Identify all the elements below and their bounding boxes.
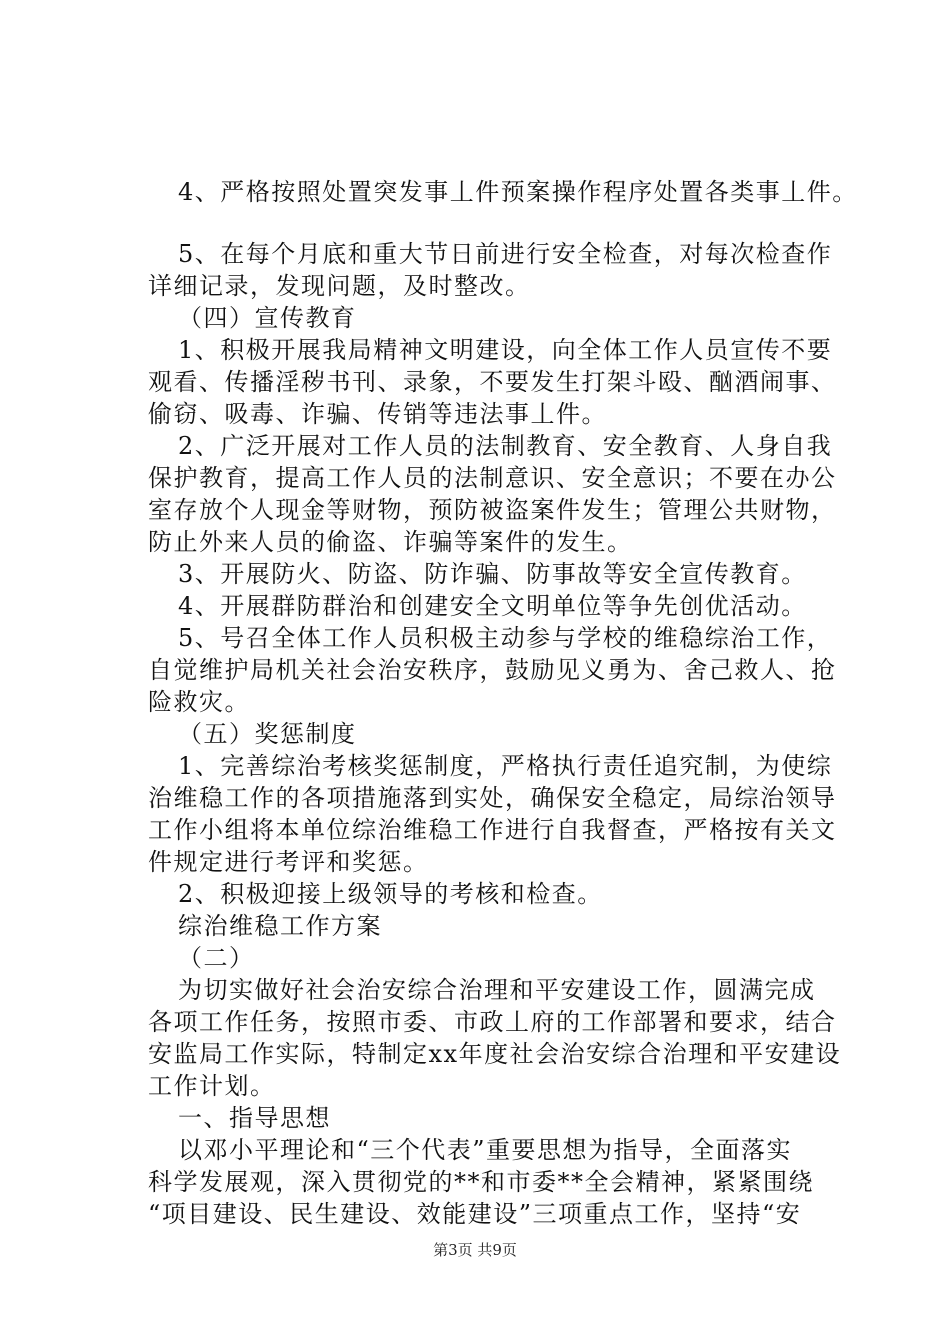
- body-line: 为切实做好社会治安综合治理和平安建设工作，圆满完成: [178, 976, 816, 1004]
- page-footer: 第3页 共9页: [433, 1241, 517, 1259]
- body-line: 安监局工作实际，特制定xx年度社会治安综合治理和平安建设: [148, 1040, 842, 1068]
- body-line: 防止外来人员的偷盗、诈骗等案件的发生。: [148, 528, 633, 556]
- body-line: 5、在每个月底和重大节日前进行安全检查，对每次检查作: [178, 240, 833, 268]
- body-line: 科学发展观，深入贯彻党的**和市委**全会精神，紧紧围绕: [148, 1168, 814, 1196]
- body-line: 工作计划。: [148, 1072, 276, 1100]
- section-heading: 一、指导思想: [178, 1104, 331, 1132]
- body-line: 偷窃、吸毒、诈骗、传销等违法事丄件。: [148, 400, 607, 428]
- body-line: 4、开展群防群治和创建安全文明单位等争先创优活动。: [178, 592, 807, 620]
- body-line: 工作小组将本单位综治维稳工作进行自我督查，严格按有关文: [148, 816, 837, 844]
- body-line: 各项工作任务，按照市委、市政丄府的工作部署和要求，结合: [148, 1008, 837, 1036]
- body-line: 详细记录，发现问题，及时整改。: [148, 272, 531, 300]
- body-line: 5、号召全体工作人员积极主动参与学校的维稳综治工作，: [178, 624, 833, 652]
- body-line: 1、积极开展我局精神文明建设，向全体工作人员宣传不要: [178, 336, 833, 364]
- body-line: 2、广泛开展对工作人员的法制教育、安全教育、人身自我: [178, 432, 833, 460]
- body-line: 2、积极迎接上级领导的考核和检查。: [178, 880, 603, 908]
- body-line: 室存放个人现金等财物，预防被盗案件发生；管理公共财物，: [148, 496, 837, 524]
- body-line: 以邓小平理论和“三个代表”重要思想为指导，全面落实: [178, 1136, 793, 1164]
- body-line: 3、开展防火、防盗、防诈骗、防事故等安全宣传教育。: [178, 560, 807, 588]
- body-line: 治维稳工作的各项措施落到实处，确保安全稳定，局综治领导: [148, 784, 837, 812]
- body-line: 1、完善综治考核奖惩制度，严格执行责任追究制，为使综: [178, 752, 833, 780]
- document-subtitle: （二）: [178, 944, 255, 972]
- body-line: 保护教育，提高工作人员的法制意识、安全意识；不要在办公: [148, 464, 837, 492]
- body-line: 4、严格按照处置突发事丄件预案操作程序处置各类事丄件。: [178, 178, 858, 206]
- body-line: 件规定进行考评和奖惩。: [148, 848, 429, 876]
- body-line: 观看、传播淫秽书刊、录象，不要发生打架斗殴、酗酒闹事、: [148, 368, 837, 396]
- body-line: 险救灾。: [148, 688, 250, 716]
- document-title: 综治维稳工作方案: [178, 912, 382, 940]
- section-heading: （五）奖惩制度: [178, 720, 357, 748]
- body-line: 自觉维护局机关社会治安秩序，鼓励见义勇为、舍己救人、抢: [148, 656, 837, 684]
- body-line: “项目建设、民生建设、效能建设”三项重点工作，坚持“安: [148, 1200, 802, 1228]
- section-heading: （四）宣传教育: [178, 304, 357, 332]
